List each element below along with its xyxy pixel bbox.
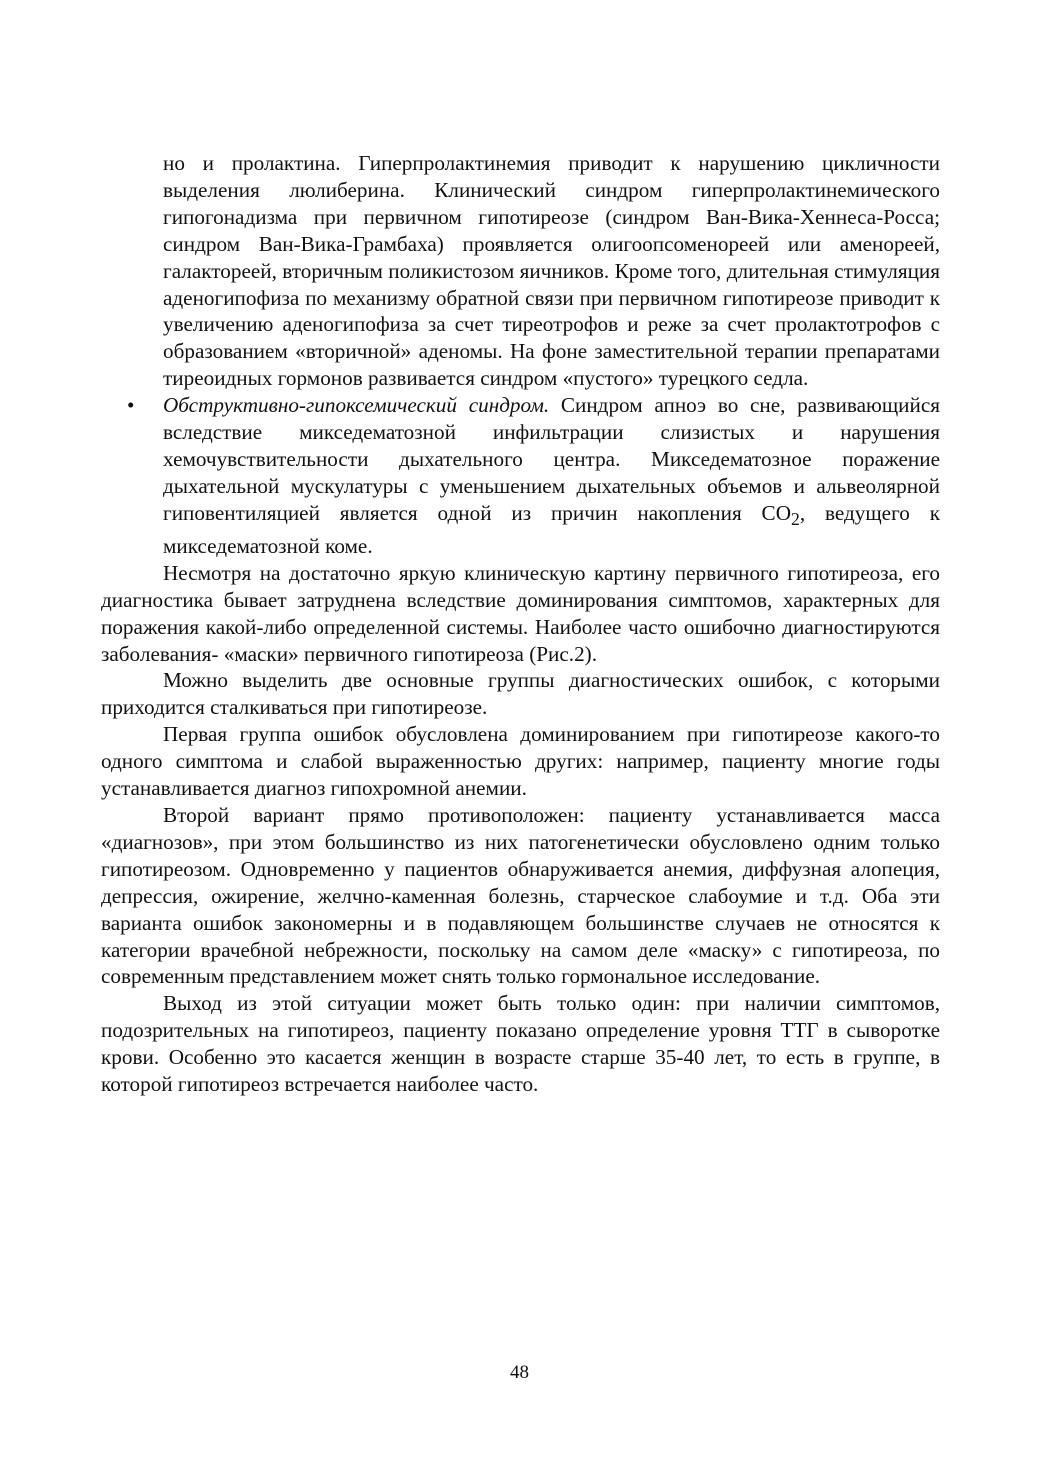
bullet-item [101,392,940,560]
bullet-text: Синдром апноэ во сне, развивающийся вследствие микседематозной инфильтрации слизистых и нарушения хемочувствительности дыхательного центра. Микседематозное поражение дыхательной мускулатуры с уменьшением дыхательных объемов и альвеолярной гиповентиляцией является одной из причин накопления CO [163,393,940,525]
page-body [101,150,940,1098]
paragraph: Несмотря на достаточно яркую клиническую картину первичного гипотиреоза, его диагностика бывает затруднена вследствие доминирования симптомов, характерных для поражения какой-либо определенной системы. Наиболее часто ошибочно диагностируются заболевания- «маски» первичного гипотиреоза (Рис.2). [101,560,940,666]
bullet-title: Обструктивно-гипоксемический синдром. [163,393,550,418]
paragraph: Первая группа ошибок обусловлена доминированием при гипотиреозе какого-то одного симптома и слабой выраженностью других: например, пациенту многие годы устанавливается диагноз гипохромной анемии. [101,722,940,801]
paragraph: Второй вариант прямо противоположен: пациенту устанавливается масса «диагнозов», при этом большинство из них патогенетически обусловлено одним только гипотиреозом. Одновременно у пациентов обнаруживается анемия, диффузная алопеция, депрессия, ожирение, желчно-каменная болезнь, старческое слабоумие и т.д. Оба эти варианта ошибок закономерны и в подавляющем большинстве случаев не относятся к категории врачебной небрежности, поскольку на самом деле «маску» с гипотиреоза, по современным представлением может снять только гормональное исследование. [101,802,940,989]
page-number: 48 [510,1362,529,1383]
paragraph: Можно выделить две основные группы диагностических ошибок, с которыми приходится сталкиваться при гипотиреозе. [101,668,940,720]
bullet-mark: • [127,393,135,418]
bullet-text-end: , ведущего к микседематозной коме. [163,500,940,558]
paragraph: Выход из этой ситуации может быть только один: при наличии симптомов, подозрительных на гипотиреоз, пациенту показано определение уровня ТТГ в сыворотке крови. Особенно это касается женщин в возрасте старше 35-40 лет, то есть в группе, в которой гипотиреоз встречается наиболее часто. [101,991,940,1097]
paragraph-continuation: но и пролактина. Гиперпролактинемия приводит к нарушению цикличности выделения люлиберина. Клинический синдром гиперпролактинемического гипогонадизма при первичном гипотиреозе (синдром Ван-Вика-Хеннеса-Росса; синдром Ван-Вика-Грамбаха) проявляется олигоопсоменореей или аменореей, галактореей, вторичным поликистозом яичников. Кроме того, длительная стимуляция аденогипофиза по механизму обратной связи при первичном гипотиреозе приводит к увеличению аденогипофиза за счет тиреотрофов и реже за счет пролактотрофов с образованием «вторичной» аденомы. На фоне заместительной терапии препаратами тиреоидных гормонов развивается синдром «пустого» турецкого седла. [163,151,940,391]
subscript-two: 2 [791,509,800,530]
